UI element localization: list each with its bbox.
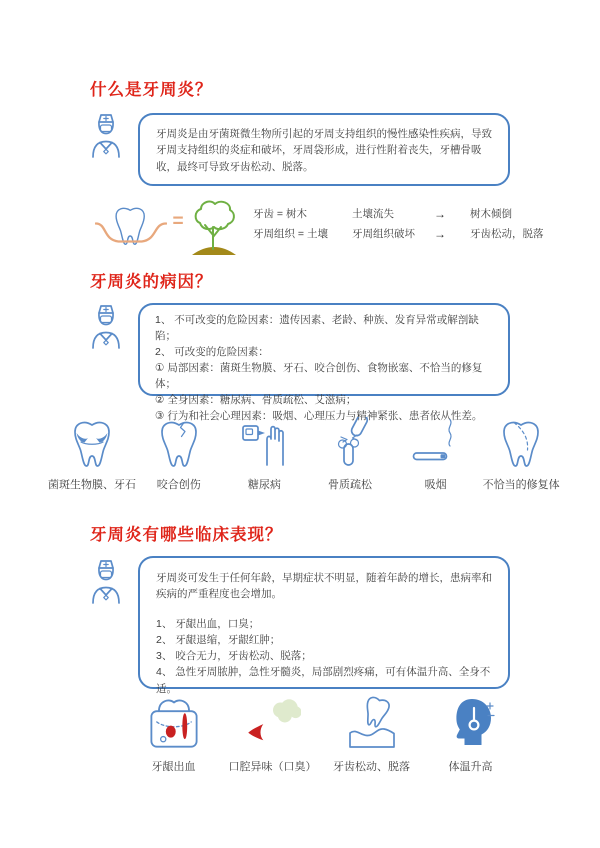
cause-line: 2、 可改变的危险因素：: [155, 345, 269, 358]
heading-what-is-periodontitis: 什么是牙周炎？: [90, 81, 213, 99]
symptom-line: 4、 急性牙周脓肿，急性牙髓炎，局部剧烈疼痛，可有体温升高、全身不适。: [156, 666, 491, 695]
heading-causes: 牙周炎的病因？: [90, 273, 213, 291]
icon-label: 口腔异味（口臭）: [228, 761, 317, 773]
cause-line: ② 全身因素：糖尿病、骨质疏松、艾滋病；: [155, 393, 357, 406]
definition-text: 牙周炎是由牙菌斑微生物所引起的牙周支持组织的慢性感染性疾病，导致牙周支持组织的炎症和破坏，牙周袋形成，进行性附着丧失，牙槽骨吸收，最终可导致牙齿松动、脱落。: [156, 128, 492, 173]
symptom-line: 2、 牙龈退缩，牙龈红肿；: [156, 633, 281, 646]
analogy-cell: 牙齿 = 树木: [253, 208, 307, 220]
cause-item-occlusal-trauma: [136, 417, 222, 492]
causes-icon-row: [48, 417, 564, 492]
icon-label: 骨质疏松: [327, 479, 372, 491]
tooth-with-gumline-icon: [95, 198, 167, 258]
cause-item-osteoporosis: [307, 417, 393, 492]
analogy-row: [253, 206, 544, 221]
equals-sign: =: [172, 211, 184, 232]
doctor-icon: [86, 558, 126, 604]
cracked-tooth-icon: [153, 417, 205, 469]
symptoms-intro: 牙周炎可发生于任何年龄，早期症状不明显，随着年龄的增长，患病率和疾病的严重程度也会增加。: [156, 572, 492, 601]
cause-item-smoking: [393, 417, 479, 492]
analogy-row: [253, 226, 544, 241]
analogy-cell: 树木倾倒: [470, 208, 512, 220]
symptom-item-fever: [421, 695, 520, 774]
speech-bubble-causes: [138, 303, 510, 422]
heading-symptoms: 牙周炎有哪些临床表现？: [90, 526, 283, 544]
icon-label: 不恰当的修复体: [482, 479, 560, 491]
cause-line: ③ 行为和社会心理因素：吸烟、心理压力与精神紧张、患者依从性差。: [155, 409, 483, 422]
icon-label: 菌斑生物膜、牙石: [48, 479, 136, 491]
symptom-line: 1、 牙龈出血，口臭；: [156, 617, 260, 630]
speech-bubble-symptoms: [138, 556, 510, 695]
broken-bone-icon: [324, 417, 376, 469]
speech-bubble-definition: [138, 113, 510, 186]
analogy-cell: 土壤流失: [352, 208, 394, 220]
arrow-icon: →: [434, 206, 446, 221]
glucose-meter-icon: [238, 417, 290, 469]
cause-item-improper-restoration: [478, 417, 564, 492]
symptom-item-bad-breath: [223, 695, 322, 774]
dashed-tooth-icon: [495, 417, 547, 469]
cigarette-icon: [410, 417, 462, 469]
bad-breath-icon: [245, 695, 301, 751]
analogy-cell: 牙周组织 = 土壤: [253, 228, 328, 240]
symptom-line: 3、 咬合无力，牙齿松动、脱落；: [156, 650, 312, 663]
cause-item-diabetes: [222, 417, 308, 492]
icon-label: 牙龈出血: [151, 761, 196, 773]
icon-label: 牙齿松动、脱落: [333, 761, 410, 773]
arrow-icon: →: [434, 226, 446, 241]
symptom-item-bleeding-gums: [124, 695, 223, 774]
analogy-table: [253, 206, 544, 246]
cause-line: ① 局部因素：菌斑生物膜、牙石、咬合创伤、食物嵌塞、不恰当的修复体；: [155, 361, 483, 390]
symptoms-icon-row: [124, 695, 520, 774]
icon-label: 咬合创伤: [156, 479, 201, 491]
icon-label: 糖尿病: [247, 479, 281, 491]
loose-tooth-icon: [344, 695, 400, 751]
doctor-icon: [86, 303, 126, 349]
analogy-cell: 牙齿松动，脱落: [470, 228, 544, 240]
cause-line: 1、 不可改变的危险因素：遗传因素、老龄、种族、发育异常或解剖缺陷；: [155, 314, 479, 342]
icon-label: 吸烟: [424, 479, 447, 491]
fever-head-icon: [443, 695, 499, 751]
tree-on-soil-icon: [189, 197, 239, 257]
doctor-icon: [86, 112, 126, 158]
cause-item-plaque: [48, 417, 136, 492]
bleeding-gum-icon: [146, 695, 202, 751]
symptom-item-loose-teeth: [322, 695, 421, 774]
analogy-cell: 牙周组织破坏: [352, 228, 415, 240]
plaque-tooth-icon: [66, 417, 118, 469]
icon-label: 体温升高: [448, 761, 493, 773]
